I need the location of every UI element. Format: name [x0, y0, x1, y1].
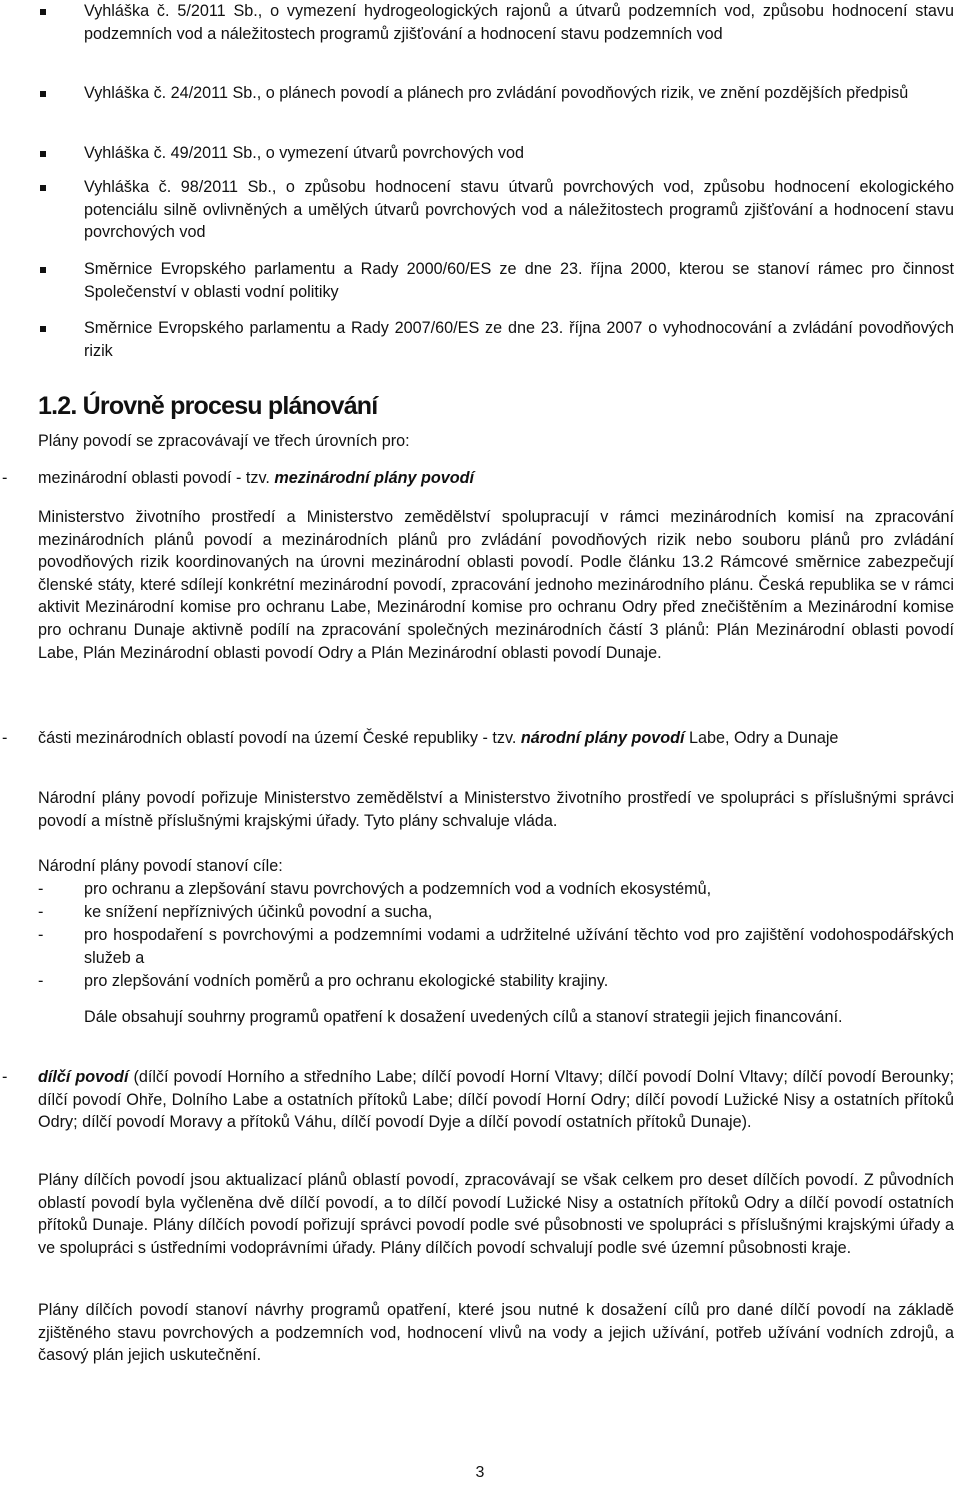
list-item-wrap [0, 317, 960, 362]
goal-item [0, 878, 960, 901]
intro-text: Plány povodí se zpracovávají ve třech úrovních pro: [38, 432, 410, 450]
page-number: 3 [475, 1464, 485, 1481]
goal-text: pro hospodaření s povrchovými a podzemními vodami a udržitelné užívání těchto vod pro zajištění vodohospodářských služeb a [84, 926, 954, 967]
goal-item [0, 901, 960, 924]
level-2-after: Dále obsahují souhrny programů opatření k dosažení uvedených cílů a stanoví strategii jejich financování. [84, 1008, 843, 1026]
level-3-wrap [0, 1066, 960, 1134]
heading-wrap [0, 391, 960, 421]
list-item-wrap [0, 176, 960, 244]
square-bullet-icon [40, 326, 46, 332]
goals-intro-wrap [0, 855, 960, 878]
list-item-text: Směrnice Evropského parlamentu a Rady 2000/60/ES ze dne 23. října 2000, kterou se stanoví rámec pro činnost Společenství v oblasti vodní politiky [84, 260, 954, 301]
square-bullet-icon [40, 9, 46, 15]
level-1-wrap [0, 467, 960, 490]
list-item-text: Vyhláška č. 5/2011 Sb., o vymezení hydrogeologických rajonů a útvarů podzemních vod, způsobu hodnocení stavu podzemních vod a náležitostech programů zjišťování a hodnocení stavu podzemních vod [84, 2, 954, 43]
level-2-wrap [0, 727, 960, 750]
level-1-emph: mezinárodní plány povodí [274, 469, 475, 487]
goal-item [0, 924, 960, 969]
list-item-text: Vyhláška č. 98/2011 Sb., o způsobu hodnocení stavu útvarů povrchových vod, způsobu hodnocení ekologického potenciálu silně ovlivněných a umělých útvarů povrchových vod a náležitostech programů zjišťování a hodnocení stavu povrchových vod [84, 178, 954, 242]
list-item-wrap [0, 82, 960, 105]
list-item-wrap [0, 142, 960, 165]
goal-text: pro ochranu a zlepšování stavu povrchových a podzemních vod a vodních ekosystémů, [84, 880, 712, 898]
goal-wrap [0, 901, 960, 924]
level-2-emph: národní plány povodí [520, 729, 685, 747]
level-3-paragraph-1: Plány dílčích povodí jsou aktualizací plánů oblastí povodí, zpracovávají se však celkem pro deset dílčích povodí. Z původních oblastí povodí byla vyčleněna dvě dílčí povodí, a to dílčí povodí Lužické Nisy a ostatních přítoků Odry a dílčí povodí ostatních přítoků Dunaje. Plány dílčích povodí pořizují správci povodí podle své působnosti ve spolupráci s příslušnými krajskými úřady a ve spolupráci s ústředními vodoprávními úřady. Plány dílčích povodí schvalují podle své územní působnosti kraje. [38, 1171, 954, 1257]
level-1-item [0, 467, 960, 490]
level-1-paragraph: Ministerstvo životního prostředí a Ministerstvo zemědělství spolupracují v rámci mezinárodních komisí na zpracování mezinárodních plánů povodí a mezinárodních plánů pro zvládání povodňových rizik nebo souboru plánů pro zvládání povodňových rizik koordinovaných na úrovni mezinárodní oblasti povodí. Podle článku 13.2 Rámcové směrnice zabezpečují členské státy, které sdílejí konkrétní mezinárodní povodí, zpracování jednoho mezinárodního plánu. Česká republika se v rámci aktivit Mezinárodní komise pro ochranu Labe, Mezinárodní komise pro ochranu Odry před znečištěním a Mezinárodní komise pro ochranu Dunaje aktivně podílí na zpracování společných mezinárodních částí 3 plánů: Plán Mezinárodní oblasti povodí Labe, Plán Mezinárodní oblasti povodí Odry a Plán Mezinárodní oblasti povodí Dunaje. [38, 508, 954, 662]
list-item [0, 176, 960, 244]
level-1-text: mezinárodní oblasti povodí - tzv. [38, 469, 275, 487]
list-item [0, 0, 960, 45]
level-3-text: (dílčí povodí Horního a středního Labe; dílčí povodí Horní Vltavy; dílčí povodí Dolní Vltavy; dílčí povodí Berounky; dílčí povodí Ohře, Dolního Labe a ostatních přítoků Labe; dílčí povodí Horní Odry; dílčí povodí Lužické Nisy a ostatních přítoků Odry; dílčí povodí Moravy a přítoků Váhu, dílčí povodí Dyje a dílčí povodí ostatních přítoků Dunaje). [38, 1068, 954, 1132]
intro-wrap [0, 430, 960, 453]
section-heading: 1.2. Úrovně procesu plánování [38, 392, 378, 420]
goals-intro: Národní plány povodí stanoví cíle: [38, 857, 283, 875]
dash-marker: - [2, 729, 8, 747]
goal-text: ke snížení nepříznivých účinků povodní a sucha, [84, 903, 433, 921]
level-2-paragraph: Národní plány povodí pořizuje Ministerstvo zemědělství a Ministerstvo životního prostředí ve spolupráci s příslušnými správci povodí a místně příslušnými krajskými úřady. Tyto plány schvaluje vláda. [38, 789, 954, 830]
level-3-para2-wrap [0, 1299, 960, 1367]
dash-marker: - [2, 469, 8, 487]
level-2-item [0, 727, 960, 750]
goal-wrap [0, 878, 960, 901]
dash-marker: - [38, 880, 44, 898]
dash-marker: - [38, 926, 44, 944]
goal-item [0, 970, 960, 993]
level-2-after-wrap [0, 1006, 960, 1029]
dash-marker: - [2, 1068, 8, 1086]
goal-wrap [0, 970, 960, 993]
list-item-wrap [0, 258, 960, 303]
list-item-text: Vyhláška č. 24/2011 Sb., o plánech povodí a plánech pro zvládání povodňových rizik, ve znění pozdějších předpisů [84, 84, 909, 102]
list-item [0, 317, 960, 362]
square-bullet-icon [40, 185, 46, 191]
goal-text: pro zlepšování vodních poměrů a pro ochranu ekologické stability krajiny. [84, 972, 609, 990]
square-bullet-icon [40, 267, 46, 273]
level-3-item [0, 1066, 960, 1134]
square-bullet-icon [40, 151, 46, 157]
list-item [0, 142, 960, 165]
dash-marker: - [38, 903, 44, 921]
level-3-para1-wrap [0, 1169, 960, 1259]
square-bullet-icon [40, 91, 46, 97]
legislation-list [0, 0, 960, 45]
goal-wrap [0, 924, 960, 969]
list-item-text: Vyhláška č. 49/2011 Sb., o vymezení útvarů povrchových vod [84, 144, 524, 162]
level-2-para-wrap [0, 787, 960, 832]
level-3-emph: dílčí povodí [38, 1068, 129, 1086]
level-2-tail: Labe, Odry a Dunaje [684, 729, 839, 747]
level-1-para-wrap [0, 506, 960, 664]
dash-marker: - [38, 972, 44, 990]
list-item [0, 82, 960, 105]
list-item-text: Směrnice Evropského parlamentu a Rady 2007/60/ES ze dne 23. října 2007 o vyhodnocování a zvládání povodňových rizik [84, 319, 954, 360]
level-3-paragraph-2: Plány dílčích povodí stanoví návrhy programů opatření, které jsou nutné k dosažení cílů pro dané dílčí povodí na základě zjištěného stavu povrchových a podzemních vod, hodnocení vlivů na vody a jejich užívání, potřeb užívání vodních zdrojů, a časový plán jejich uskutečnění. [38, 1301, 954, 1365]
level-2-text: části mezinárodních oblastí povodí na území České republiky - tzv. [38, 729, 521, 747]
list-item [0, 258, 960, 303]
